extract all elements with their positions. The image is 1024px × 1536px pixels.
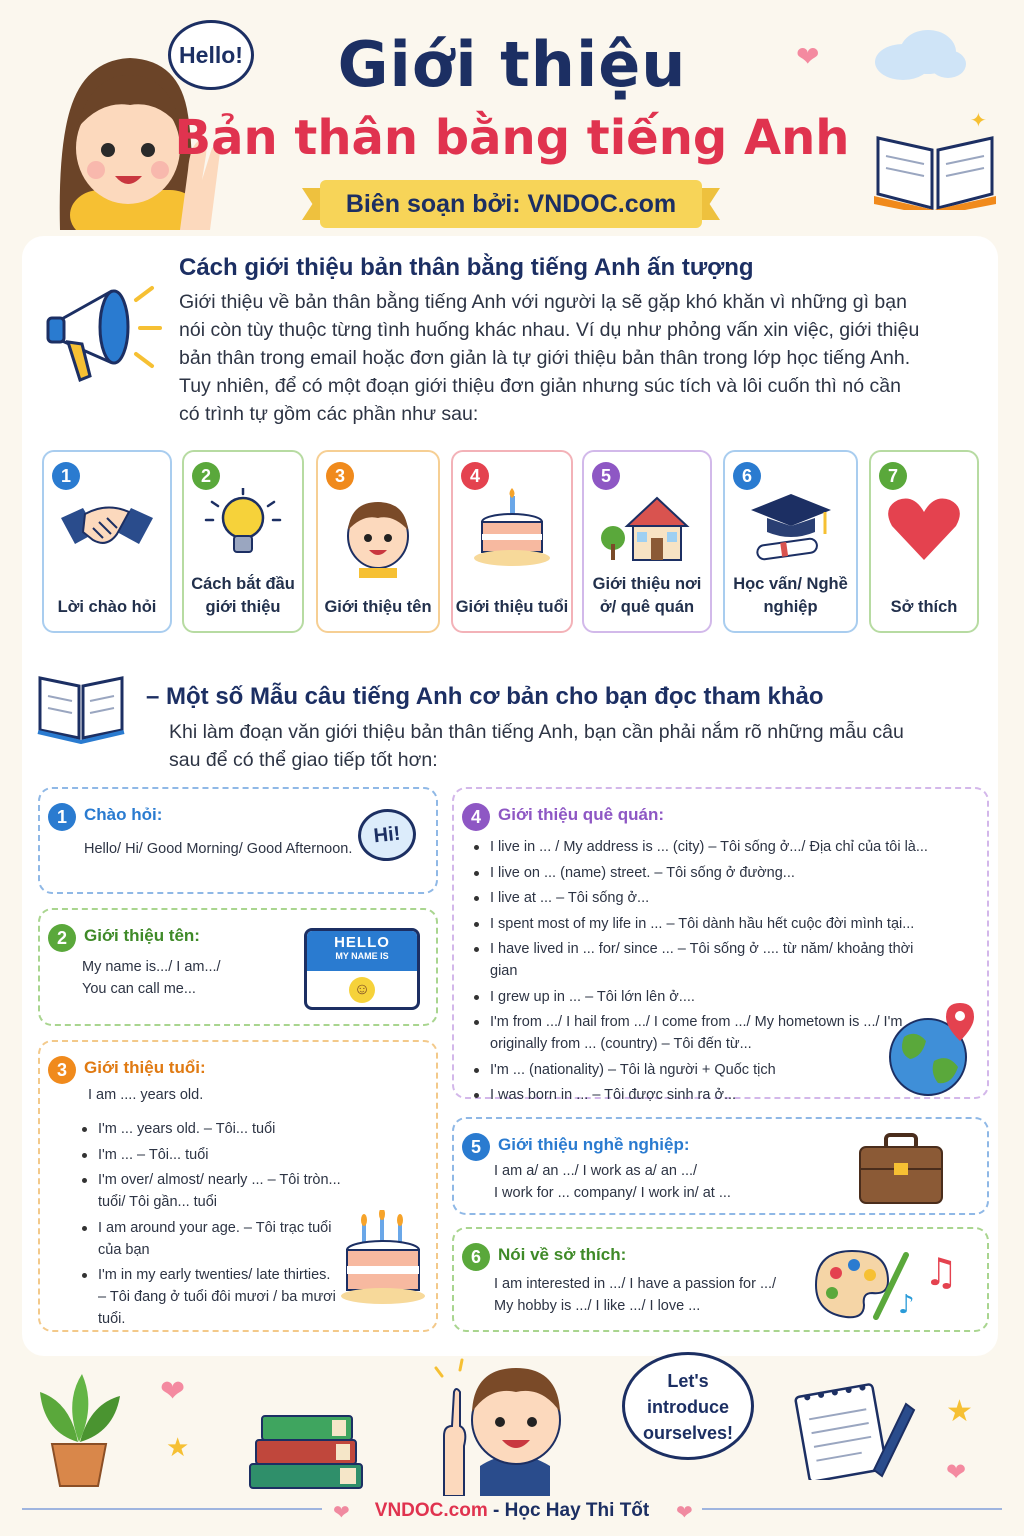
plant-icon <box>34 1372 124 1493</box>
step-hometown <box>582 450 712 633</box>
books-icon <box>244 1412 368 1497</box>
star-icon: ★ <box>166 1432 190 1462</box>
lets-introduce-bubble: Let's introduce ourselves! <box>622 1352 754 1460</box>
step-greeting <box>42 450 172 633</box>
age-list <box>80 1118 342 1334</box>
step-number: 1 <box>52 462 80 490</box>
samples-heading: – Một số Mẫu câu tiếng Anh cơ bản cho bạn đọc tham khảo <box>146 683 824 710</box>
list-item: I'm from .../ I hail from .../ I come from .../ My hometown is .../ I'm originally from ... (country) – Tôi đến từ... <box>472 1011 912 1055</box>
list-item: I grew up in ... – Tôi lớn lên ở.... <box>472 986 942 1008</box>
list-item: I live at ... – Tôi sống ở... <box>472 887 942 909</box>
page-title: Giới thiệu <box>337 28 687 101</box>
box-number: 2 <box>48 924 76 952</box>
heart-icon: ❤ <box>796 41 820 72</box>
step-number: 6 <box>733 462 761 490</box>
smiley-icon: ☺ <box>349 977 375 1003</box>
intro-heading: Cách giới thiệu bản thân bằng tiếng Anh ấn tượng <box>179 254 754 281</box>
step-number: 3 <box>326 462 354 490</box>
step-number: 5 <box>592 462 620 490</box>
list-item: I live on ... (name) street. – Tôi sống ở đường... <box>472 862 942 884</box>
palette-icon <box>806 1241 976 1328</box>
step-label: Cách bắt đầu giới thiệu <box>191 575 295 616</box>
box-title: Giới thiệu tên: <box>84 926 200 945</box>
intro-paragraph: Giới thiệu về bản thân bằng tiếng Anh với người lạ sẽ gặp khó khăn vì những gì bạn nói còn tùy thuộc từng tình huống khác nhau. Ví dụ như phỏng vấn xin việc, giới thiệu bản thân trong email hoặc đơn giản là tự giới thiệu bản thân trong lớp học tiếng Anh. Tuy nhiên, để có một đoạn giới thiệu đơn giản nhưng súc tích và lôi cuốn thì nó cần có trình tự gồm các phần như sau: <box>179 291 920 425</box>
list-item: I'm ... – Tôi... tuổi <box>80 1144 342 1166</box>
list-item: I'm over/ almost/ nearly ... – Tôi tròn... tuổi/ Tôi gần... tuổi <box>80 1169 342 1213</box>
step-label: Giới thiệu tên <box>324 598 432 616</box>
step-age <box>451 450 573 633</box>
step-label: Lời chào hỏi <box>57 598 157 616</box>
hometown-list <box>472 836 942 1110</box>
hometown-box <box>452 787 989 1103</box>
birthday-cake-icon <box>340 1210 426 1315</box>
megaphone-icon <box>40 270 170 395</box>
step-label: Học vấn/ Nghề nghiệp <box>733 575 848 616</box>
step-label: Giới thiệu tuổi <box>455 598 569 616</box>
boy-face-icon <box>333 488 423 578</box>
step-label: Giới thiệu nơi ở/ quê quán <box>592 575 702 616</box>
box-title: Chào hỏi: <box>84 805 163 824</box>
footer-brand[interactable]: VNDOC.com <box>374 1500 488 1521</box>
step-education <box>723 450 858 633</box>
notebook-pen-icon <box>788 1380 918 1485</box>
list-item: I was born in ... – Tôi được sinh ra ở... <box>472 1084 942 1106</box>
briefcase-icon <box>856 1131 946 1212</box>
samples-intro: Khi làm đoạn văn giới thiệu bản thân tiếng Anh, bạn cần phải nắm rõ những mẫu câu sau để có thể giao tiếp tốt hơn: <box>169 721 904 771</box>
list-item: I'm ... (nationality) – Tôi là người + Quốc tịch <box>472 1059 942 1081</box>
box-title: Giới thiệu nghề nghiệp: <box>498 1135 690 1154</box>
step-number: 2 <box>192 462 220 490</box>
job-lines: I am a/ an .../ I work as a/ an .../ I work for ... company/ I work in/ at ... <box>494 1163 731 1201</box>
box-number: 4 <box>462 803 490 831</box>
box-number: 1 <box>48 803 76 831</box>
box-title: Nói về sở thích: <box>498 1245 627 1264</box>
lightbulb-icon <box>198 488 288 568</box>
footer-slogan: - Học Hay Thi Tốt <box>487 1500 650 1521</box>
footer-text <box>0 1500 1024 1522</box>
hi-speech-bubble: Hi! <box>355 806 418 864</box>
age-first-line: I am .... years old. <box>88 1087 204 1103</box>
heart-icon: ❤ <box>333 1502 350 1524</box>
box-title: Giới thiệu tuổi: <box>84 1058 206 1077</box>
greeting-text: Hello/ Hi/ Good Morning/ Good Afternoon. <box>84 841 353 857</box>
star-icon: ✦ <box>970 110 987 132</box>
step-number: 7 <box>879 462 907 490</box>
hobby-lines: I am interested in .../ I have a passion for .../ My hobby is .../ I like .../ I love ... <box>494 1276 777 1314</box>
name-box <box>38 908 438 1026</box>
list-item: I spent most of my life in ... – Tôi dành hầu hết cuộc đời mình tại... <box>472 913 942 935</box>
name-tag-icon: HELLO MY NAME IS ☺ <box>304 928 420 1010</box>
list-item: I'm in my early twenties/ late thirties. – Tôi đang ở tuổi đôi mươi / ba mươi tuổi. <box>80 1264 342 1330</box>
box-number: 6 <box>462 1243 490 1271</box>
box-number: 5 <box>462 1133 490 1161</box>
name-lines: My name is.../ I am.../ You can call me... <box>82 959 221 997</box>
age-box <box>38 1040 438 1332</box>
heart-icon: ❤ <box>676 1502 693 1524</box>
globe-icon <box>876 1001 986 1102</box>
author-ribbon: Biên soạn bởi: VNDOC.com <box>320 180 702 228</box>
greeting-box <box>38 787 438 894</box>
step-name <box>316 450 440 633</box>
house-icon <box>597 488 697 568</box>
graduation-cap-icon <box>741 488 841 568</box>
cake-icon <box>467 488 557 578</box>
svg-text:♪: ♪ <box>898 1290 915 1320</box>
boy-illustration <box>430 1346 600 1501</box>
book-icon <box>36 668 126 749</box>
heart-icon: ❤ <box>946 1459 967 1486</box>
list-item: I'm ... years old. – Tôi... tuổi <box>80 1118 342 1140</box>
step-label: Sở thích <box>890 598 958 616</box>
list-item: I have lived in ... for/ since ... – Tôi sống ở .... từ năm/ khoảng thời gian <box>472 938 942 982</box>
hello-speech-bubble: Hello! <box>168 20 254 90</box>
step-hobby <box>869 450 979 633</box>
list-item: I live in ... / My address is ... (city) – Tôi sống ở.../ Địa chỉ của tôi là... <box>472 836 942 858</box>
heart-icon: ❤ <box>160 1375 186 1408</box>
list-item: I am around your age. – Tôi trạc tuổi của bạn <box>80 1217 342 1261</box>
box-title: Giới thiệu quê quán: <box>498 805 665 824</box>
box-number: 3 <box>48 1056 76 1084</box>
hobby-box <box>452 1227 989 1332</box>
star-icon: ★ <box>946 1395 973 1428</box>
heart-icon <box>884 488 964 568</box>
page-subtitle: Bản thân bằng tiếng Anh <box>174 110 850 166</box>
handshake-icon <box>57 488 157 568</box>
svg-text:♫: ♫ <box>924 1250 959 1294</box>
job-box <box>452 1117 989 1215</box>
step-number: 4 <box>461 462 489 490</box>
step-start <box>182 450 304 633</box>
